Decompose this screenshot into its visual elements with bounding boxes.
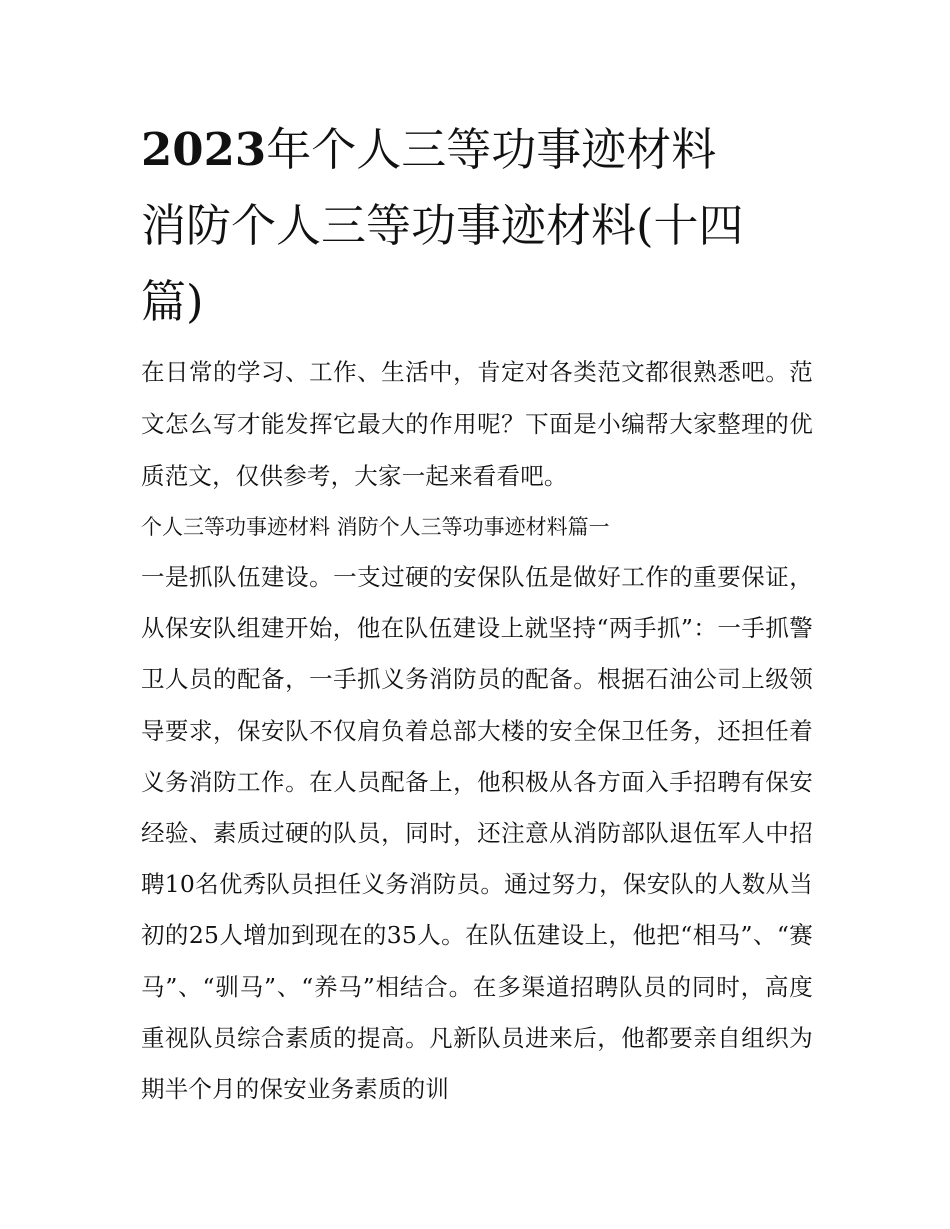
document-title: [141, 112, 813, 340]
title-year: 2023: [141, 123, 267, 176]
title-line-1: [141, 112, 813, 188]
intro-paragraph: 在日常的学习、工作、生活中，肯定对各类范文都很熟悉吧。范文怎么写才能发挥它最大的作用呢？下面是小编帮大家整理的优质范文，仅供参考，大家一起来看看吧。: [141, 358, 813, 490]
title-line-3: 篇): [141, 275, 204, 328]
title-line-1-text: 年个人三等功事迹材料: [266, 123, 717, 176]
title-line-2: 消防个人三等功事迹材料(十四: [141, 199, 744, 252]
body-paragraph: 一是抓队伍建设。一支过硬的安保队伍是做好工作的重要保证，从保安队组建开始，他在队伍建设上就坚持“两手抓”：一手抓警卫人员的配备，一手抓义务消防员的配备。根据石油公司上级领导要求，保安队不仅肩负着总部大楼的安全保卫任务，还担任着义务消防工作。在人员配备上，他积极从各方面入手招聘有保安经验、素质过硬的队员，同时，还注意从消防部队退伍军人中招聘10名优秀队员担任义务消防员。通过努力，保安队的人数从当初的25人增加到现在的35人。在队伍建设上，他把“相马”、“赛马”、“驯马”、“养马”相结合。在多渠道招聘队员的同时，高度重视队员综合素质的提高。凡新队员进来后，他都要亲自组织为期半个月的保安业务素质的训: [141, 563, 813, 1104]
section-heading: 个人三等功事迹材料 消防个人三等功事迹材料篇一: [141, 515, 610, 539]
document-page: [141, 112, 813, 1115]
